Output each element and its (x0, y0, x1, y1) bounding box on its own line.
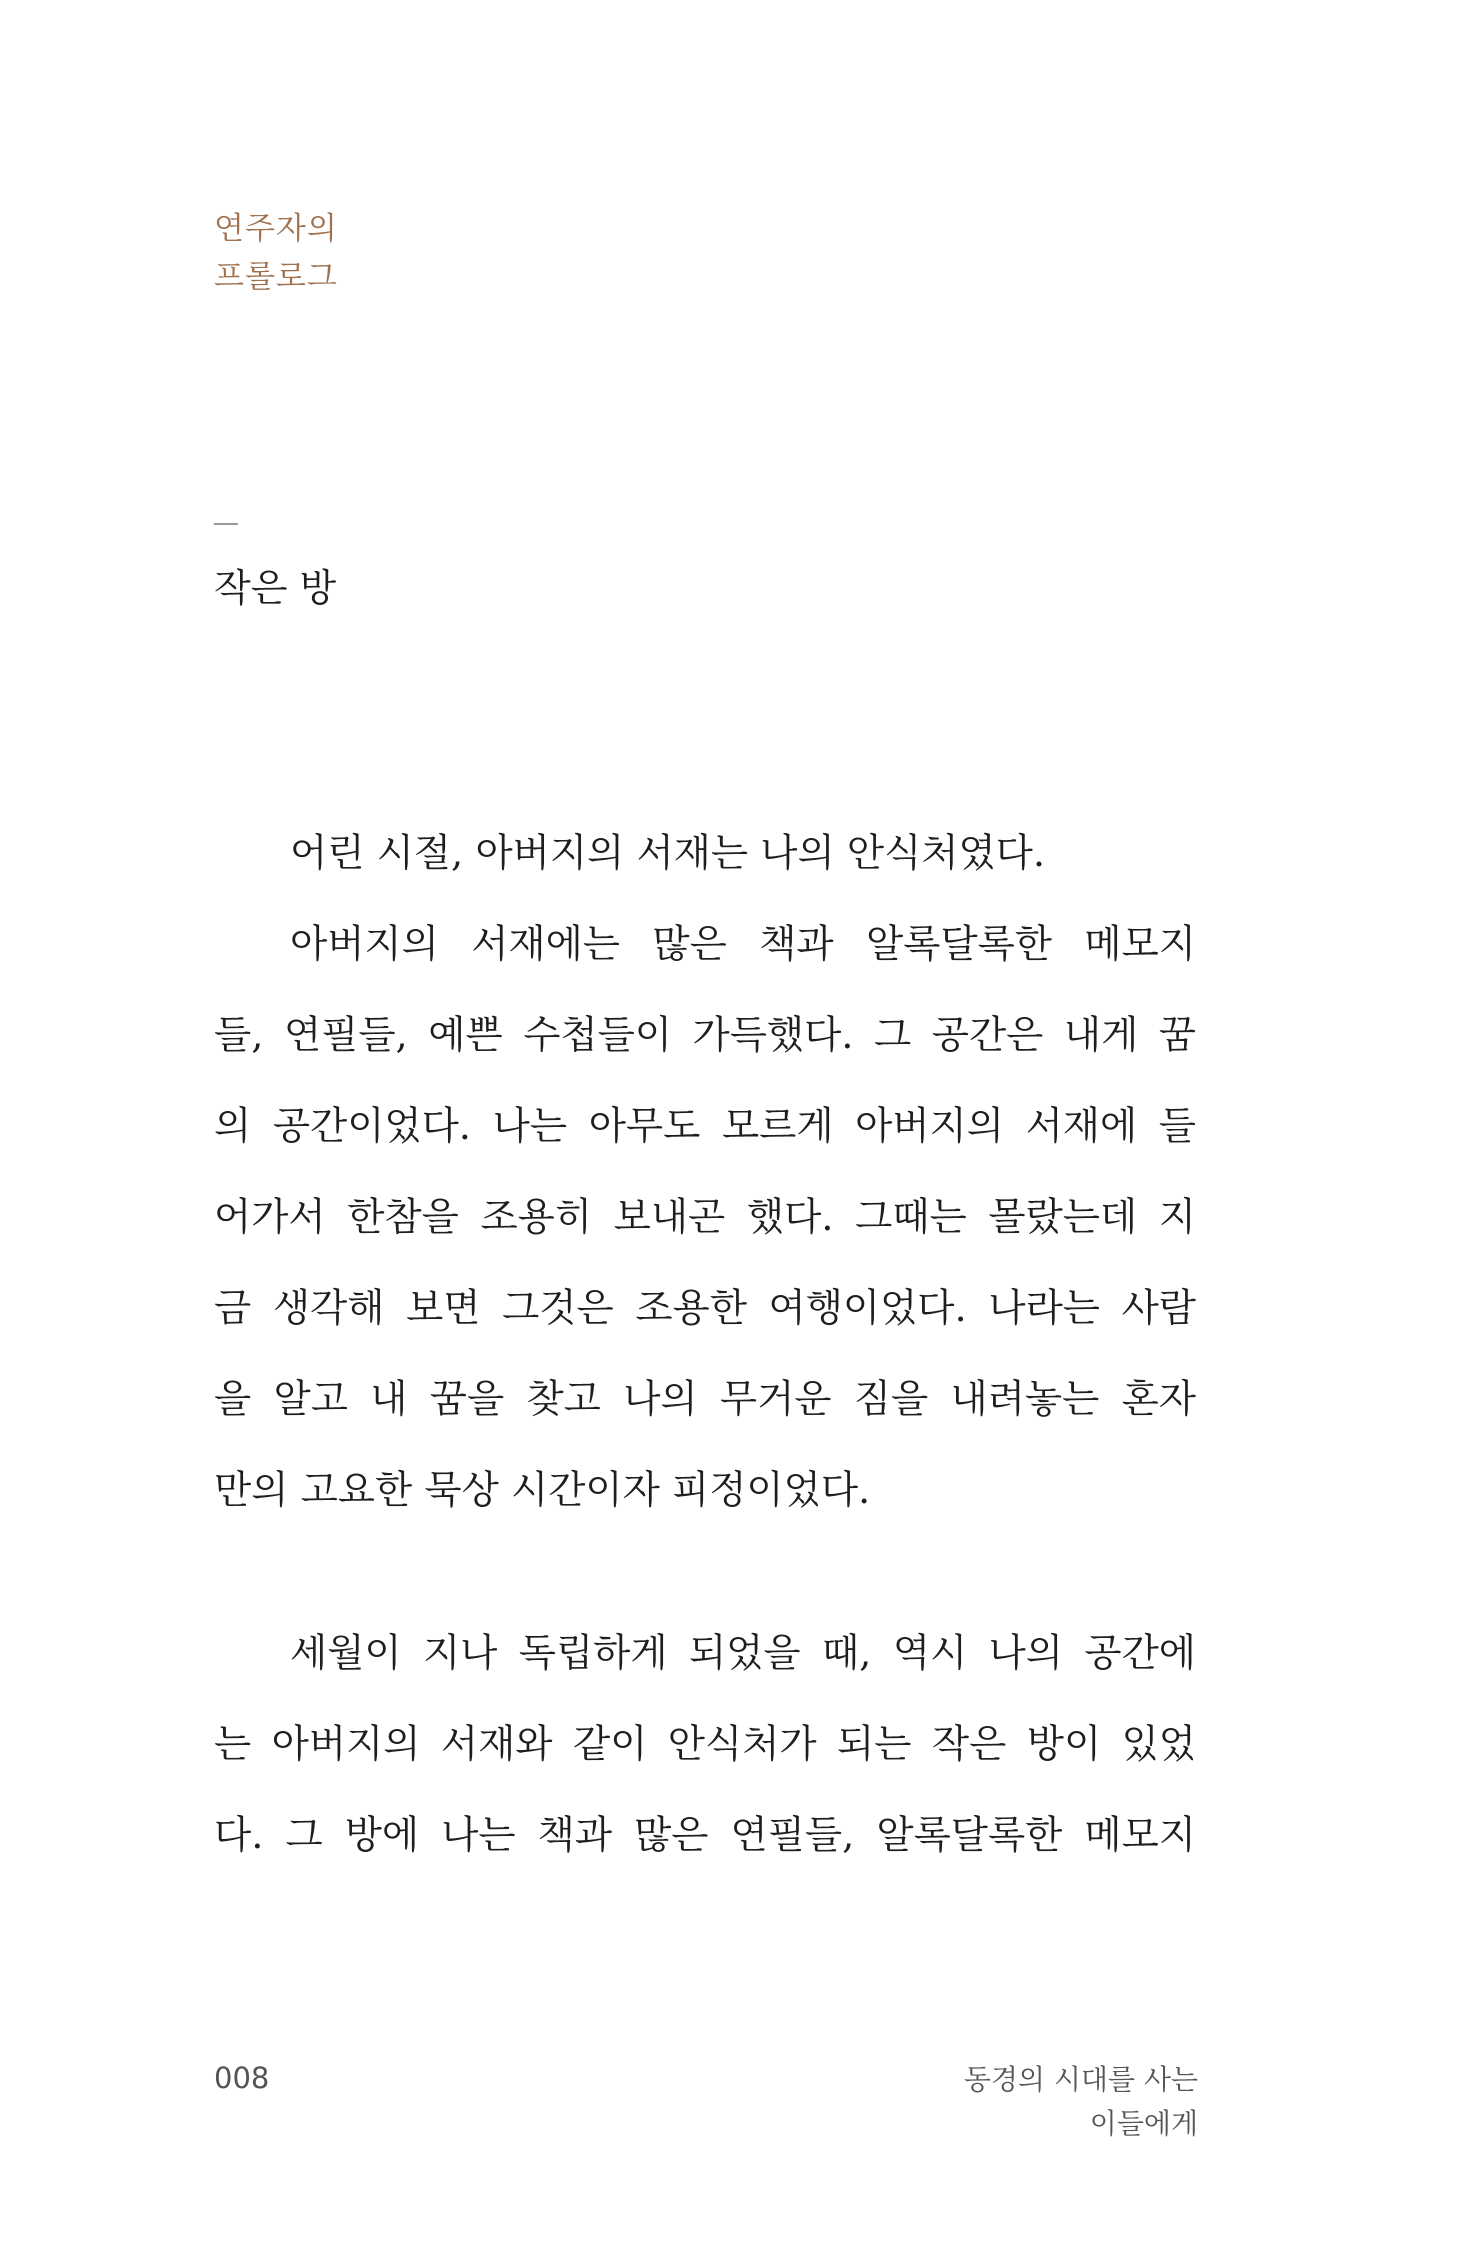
paragraph-line: 금 생각해 보면 그것은 조용한 여행이었다. 나라는 사람 (214, 1286, 1196, 1331)
paragraph-2 (214, 1608, 1196, 1881)
paragraph-line: 어린 시절, 아버지의 서재는 나의 안식처였다. (290, 831, 1046, 876)
running-title-line-2: 이들에게 (1089, 2107, 1198, 2140)
paragraph-line: 만의 고요한 묵상 시간이자 피정이었다. (214, 1468, 871, 1513)
paragraph-line: 을 알고 내 꿈을 찾고 나의 무거운 짐을 내려놓는 혼자 (214, 1377, 1196, 1422)
page-number: 008 (214, 2061, 270, 2095)
paragraph-1 (214, 808, 1196, 1536)
paragraph-line: 다. 그 방에 나는 책과 많은 연필들, 알록달록한 메모지 (214, 1813, 1196, 1858)
section-label (214, 205, 338, 301)
paragraph-line: 어가서 한참을 조용히 보내곤 했다. 그때는 몰랐는데 지 (214, 1195, 1196, 1240)
running-title-line-1: 동경의 시대를 사는 (963, 2063, 1198, 2096)
paragraph-line: 의 공간이었다. 나는 아무도 모르게 아버지의 서재에 들 (214, 1104, 1196, 1149)
chapter-title: 작은 방 (214, 566, 337, 610)
paragraph-line: 는 아버지의 서재와 같이 안식처가 되는 작은 방이 있었 (214, 1722, 1196, 1767)
paragraph-line: 세월이 지나 독립하게 되었을 때, 역시 나의 공간에 (290, 1631, 1196, 1676)
running-title (964, 2058, 1198, 2146)
title-dash-divider (214, 523, 238, 525)
paragraph-line: 아버지의 서재에는 많은 책과 알록달록한 메모지 (290, 922, 1196, 967)
section-label-line-1: 연주자의 (214, 211, 338, 247)
section-label-line-2: 프롤로그 (214, 259, 338, 295)
paragraph-line: 들, 연필들, 예쁜 수첩들이 가득했다. 그 공간은 내게 꿈 (214, 1013, 1196, 1058)
